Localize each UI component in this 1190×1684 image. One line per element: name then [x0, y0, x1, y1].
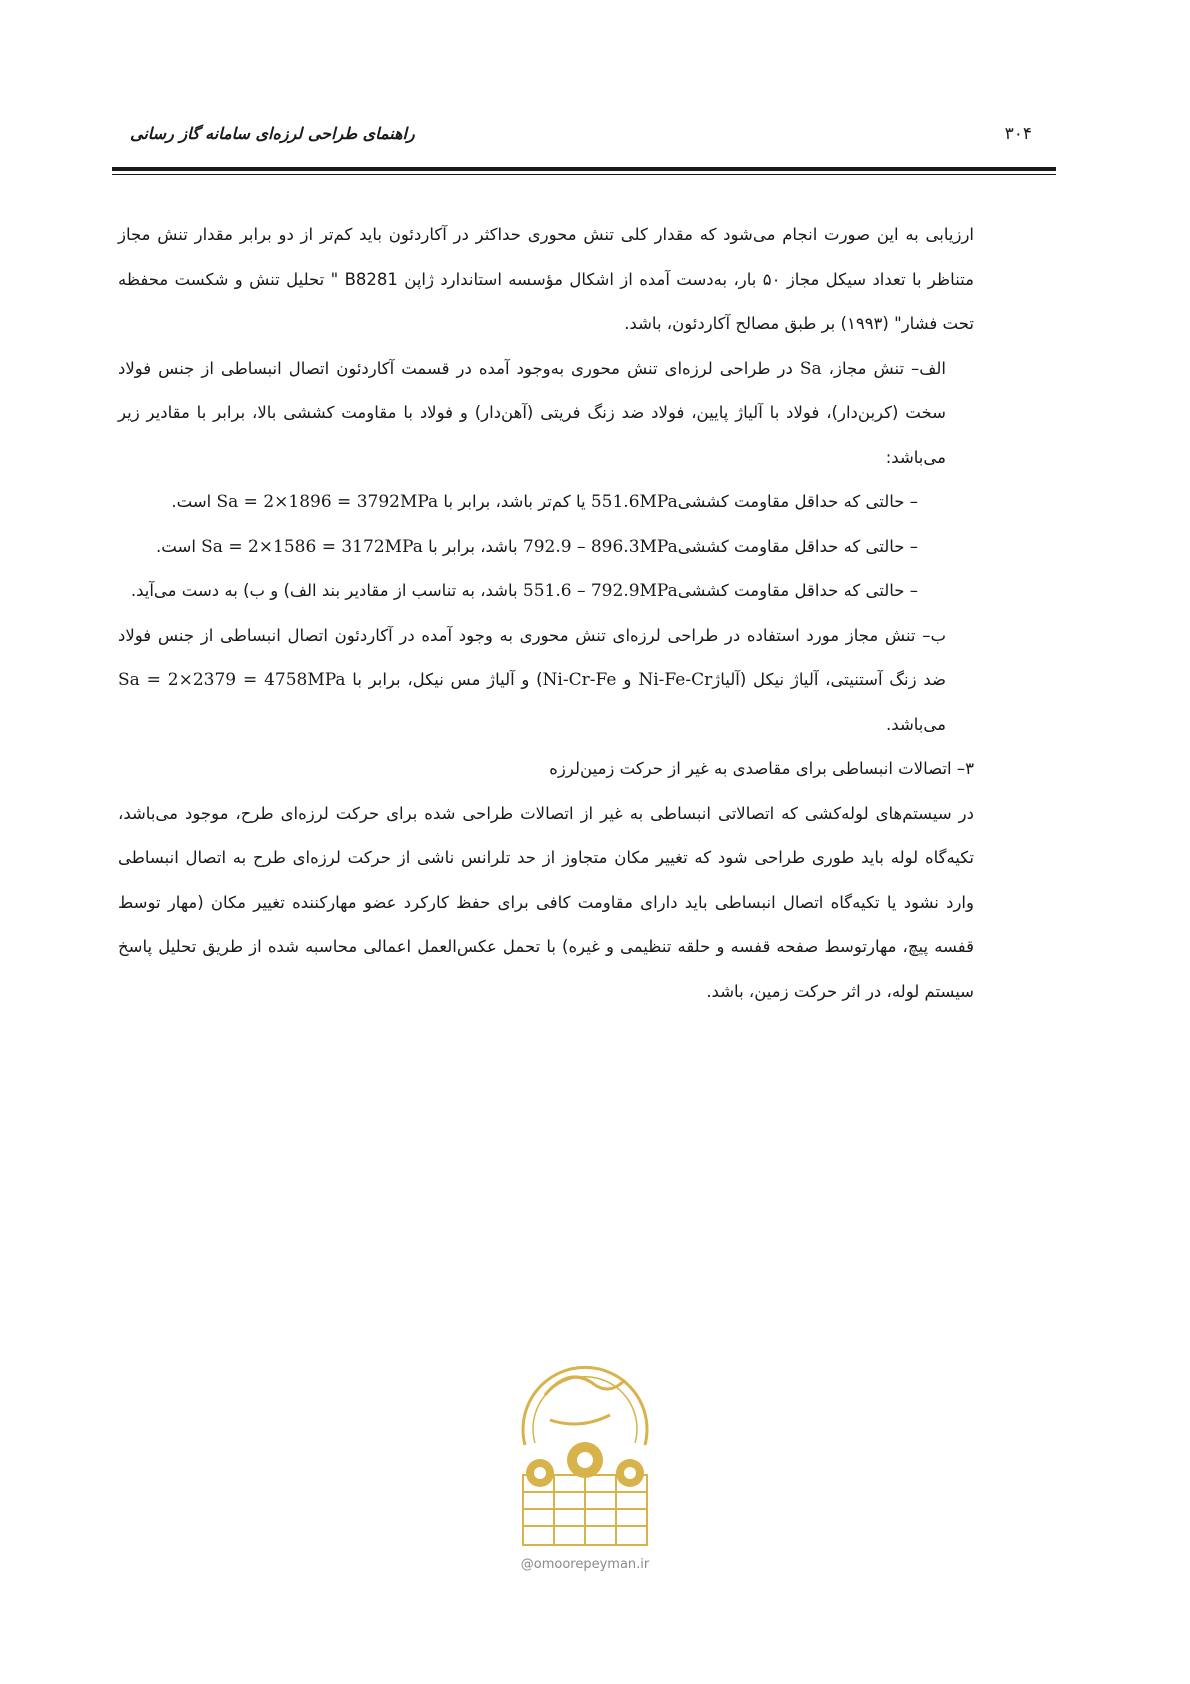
watermark-logo	[495, 1325, 675, 1575]
sub-item-3-value: 551.6 – 792.9MPa	[522, 581, 678, 601]
sub-item-1	[118, 480, 974, 525]
item-be-equation: Sa = 2×2379 = 4758MPa	[118, 670, 346, 690]
sub-item-2-text-b: باشد، برابر با	[422, 536, 523, 556]
sub-item-1-text-c: است.	[171, 492, 217, 511]
sub-item-2-value: 792.9 – 896.3MPa	[522, 536, 678, 557]
sub-item-1-equation: Sa = 2×1896 = 3792MPa	[216, 492, 439, 512]
sub-item-2	[118, 525, 974, 570]
page-number: ۳۰۴	[1004, 124, 1032, 144]
item-be-alloys: Ni-Cr-Fe و Ni-Fe-Cr	[542, 670, 713, 690]
item-be	[118, 614, 974, 748]
sub-item-1-text-a: – حالتی که حداقل مقاومت کششی	[677, 492, 918, 511]
sub-item-1-text-b: یا کم‌تر باشد، برابر با	[438, 492, 591, 511]
item-alef	[118, 347, 974, 481]
sub-item-3	[118, 569, 974, 614]
item-be-text-b: ) و آلیاژ مس نیکل، برابر با	[345, 670, 543, 689]
watermark-logo-graphic	[495, 1325, 675, 1555]
sub-item-3-text-a: – حالتی که حداقل مقاومت کششی	[677, 581, 918, 600]
item-be-text-c: می‌باشد.	[886, 714, 946, 734]
section-heading-3: ۳– اتصالات انبساطی برای مقاصدی به غیر از حرکت زمین‌لرزه	[549, 759, 974, 778]
sub-item-2-equation: Sa = 2×1586 = 3172MPa	[201, 536, 423, 557]
sub-item-2-text-c: است.	[156, 536, 202, 556]
paragraph-intro: ارزیابی به این صورت انجام می‌شود که مقدار کلی تنش محوری حداکثر در آکاردئون باید کم‌تر از دو برابر مقدار تنش مجاز متناظر با تعداد سیکل مجاز ۵۰ بار، به‌دست آمده از اشکال مؤسسه استاندارد ژاپن B8281 " تحلیل تنش و شکست محفظه تحت فشار" (۱۹۹۳) بر طبق مصالح آکاردئون، باشد.	[118, 225, 974, 333]
sub-item-1-value: 551.6MPa	[590, 492, 678, 512]
running-title: راهنمای طراحی لرزه‌ای سامانه گاز رسانی	[130, 124, 415, 143]
item-alef-text-b: در طراحی لرزه‌ای تنش محوری به‌وجود آمده در قسمت آکاردئون اتصال انبساطی از جنس فولاد سخت (کربن‌دار)، فولاد با آلیاژ پایین، فولاد ضد زنگ فریتی (آهن‌دار) و فولاد با مقاومت کششی بالا، برابر با مقادیر زیر می‌باشد:	[118, 358, 946, 467]
item-be-text-a: ب– تنش مجاز مورد استفاده در طراحی لرزه‌ای تنش محوری به وجود آمده در آکاردئون اتصال انبساطی از جنس فولاد ضد زنگ آستنیتی، آلیاژ نیکل (آلیاژ	[118, 625, 946, 689]
header-rule-thick	[112, 167, 1056, 171]
sub-item-2-text-a: – حالتی که حداقل مقاومت کششی	[677, 536, 918, 556]
header-rule-thin	[112, 174, 1056, 175]
sub-item-3-text-b: باشد، به تناسب از مقادیر بند الف) و ب) به دست می‌آید.	[130, 581, 523, 600]
item-alef-text-a: الف– تنش مجاز،	[821, 358, 946, 378]
paragraph-final: در سیستم‌های لوله‌کشی که اتصالاتی انبساطی به غیر از اتصالات طراحی شده برای حرکت لرزه‌ای طرح، موجود می‌باشد، تکیه‌گاه لوله باید طوری طراحی شود که تغییر مکان متجاوز از حد تلرانس ناشی از حرکت لرزه‌ای طرح به اتصال انبساطی وارد نشود یا تکیه‌گاه اتصال انبساطی باید دارای مقاومت کافی برای حفظ کارکرد عضو مهارکننده تغییر مکان (مهار توسط قفسه پیچ، مهارتوسط صفحه قفسه و حلقه تنظیمی و غیره) با تحمل عکس‌العمل اعمالی محاسبه شده از طریق تحلیل پاسخ سیستم لوله، در اثر حرکت زمین، باشد.	[118, 803, 974, 1001]
watermark-caption: @omoorepeyman.ir	[520, 1557, 650, 1572]
body-text	[118, 213, 974, 1014]
symbol-sa: Sa	[799, 358, 822, 379]
page-header	[112, 118, 1056, 162]
